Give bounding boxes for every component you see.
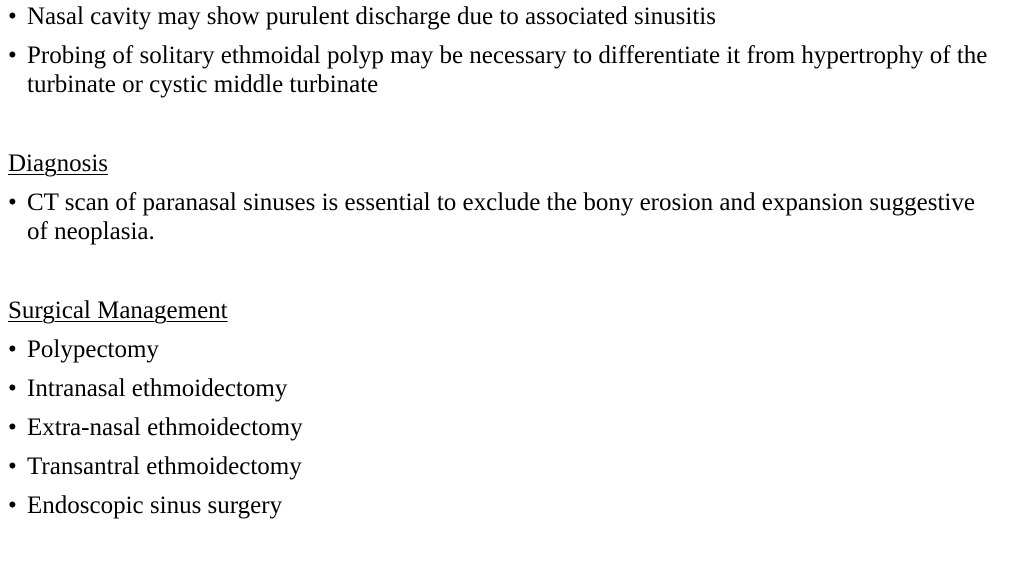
bullet-icon: • xyxy=(8,336,17,363)
surgical-list-3 xyxy=(8,413,998,442)
diagnosis-list xyxy=(8,188,998,246)
surgical-list-2 xyxy=(8,374,998,403)
list-item xyxy=(8,188,998,246)
bullet-text: Intranasal ethmoidectomy xyxy=(27,375,288,402)
intro-list-2 xyxy=(8,41,998,99)
bullet-text: Polypectomy xyxy=(27,336,159,363)
list-item xyxy=(8,491,998,520)
list-item xyxy=(8,335,998,364)
diagnosis-heading: Diagnosis xyxy=(8,150,108,177)
surgical-list-4 xyxy=(8,452,998,481)
bullet-icon: • xyxy=(8,375,17,402)
bullet-icon: • xyxy=(8,42,17,69)
list-item xyxy=(8,452,998,481)
list-item xyxy=(8,413,998,442)
list-item xyxy=(8,41,998,99)
list-item xyxy=(8,374,998,403)
bullet-icon: • xyxy=(8,189,17,216)
bullet-text: Transantral ethmoidectomy xyxy=(27,453,302,480)
bullet-text: Probing of solitary ethmoidal polyp may be necessary to differentiate it from hypertrophy of the turbinate or cystic middle turbinate xyxy=(27,42,988,98)
bullet-icon: • xyxy=(8,3,17,30)
surgical-list-1 xyxy=(8,335,998,364)
surgical-management-heading: Surgical Management xyxy=(8,297,228,324)
surgical-list-5 xyxy=(8,491,998,520)
intro-list xyxy=(8,2,998,31)
list-item xyxy=(8,2,998,31)
bullet-icon: • xyxy=(8,414,17,441)
bullet-text: Endoscopic sinus surgery xyxy=(27,492,283,519)
bullet-text: Nasal cavity may show purulent discharge due to associated sinusitis xyxy=(27,3,716,30)
bullet-icon: • xyxy=(8,492,17,519)
bullet-text: Extra-nasal ethmoidectomy xyxy=(27,414,303,441)
bullet-icon: • xyxy=(8,453,17,480)
bullet-text: CT scan of paranasal sinuses is essential to exclude the bony erosion and expansion suggestive of neoplasia. xyxy=(27,189,975,245)
